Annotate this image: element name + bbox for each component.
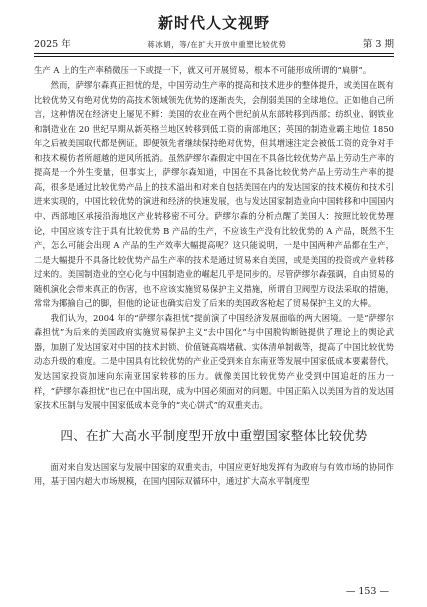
header-rule-thin (34, 56, 394, 57)
paragraph-samuelson-concern: 然而，萨缪尔森真正担忧的是，中国劳动生产率的提高和技术进步的整体提升，或美国在既有比较优势又有绝对优势的高技术领域领先优势的逐渐丧失，会削弱美国的全球地位。正如他自己所言，这种情况在经济史上屡见不鲜：美国的农业在两个世纪前从东部转移到西部；纺织业、钢铁业和制造业在 20 世纪早期从新英格兰地区转移到低工资的南部地区；英国的制造业霸主地位 1850 年之后被美国取代都是例证。即便领先者继续保持绝对优势，但其增速注定会被低工资的竞争对手和技术模仿者所超越的逆风所抵消。虽然萨缪尔森假定中国在不具备比较优势产品上劳动生产率的提高是一个外生变量，但事实上，萨缪尔森知道，中国在不具备比较优势产品上劳动生产率的提高，很多是通过比较优势产品上的技术溢出和对来自包括美国在内的发达国家的技术模仿和技术引进来实现的，中国比较优势的演进和经济的快速发展，也与发达国家制造业向中国转移和中国国内中、西部地区承接沿海地区产业转移密不可分。萨缪尔森的分析点醒了美国人：按照比较优势理论，中国应该专注于具有比较优势 B 产品的生产，不应该生产没有比较优势的 A 产品，既然不生产，怎么可能会出现 A 产品的生产效率大幅提高呢？这只能说明，一是中国两种产品都在生产，二是大幅提升不具备比较优势产品生产率的技术是通过贸易来自美国，或是美国的投资或产业转移过来的。美国制造业的空心化与中国制造业的崛起几乎是同步的。尽管萨缪尔森强调，自由贸易的随机演化会带来真正的伤害，也不应该实施贸易保护主义措施，所谓自卫阀型方设法采取的措施，常常为揶揄自己的脚，但他的论证也确实启发了后来的美国政客枪起了贸易保护主义的大棒。 (34, 80, 394, 309)
page-number: — 153 — (345, 586, 389, 597)
paragraph-section-four-intro: 面对来自发达国家与发展中国家的双重夹击，中国应更好地发挥有为政府与有效市场的协同作用，基于国内超大市场规模，在国内国际双循环中，通过扩大高水平制度型 (34, 461, 394, 487)
journal-title: 新时代人文视野 (157, 14, 270, 32)
author-article-title: 蒋冰娟，等/在扩大开放中重塑比较优势 (147, 40, 287, 49)
paragraph-continued: 生产 A 上的生产率稍微压一下或提一下，就又可开展贸易，根本不可能形成所谓的“扁胼”。 (34, 65, 372, 76)
paragraph-two-dilemmas: 我们认为，2004 年的“萨缪尔森担忧”提前演了中国经济发展面临的两大困境。一是“萨缪尔森担忧”为后来的美国政府实施贸易保护主义“去中国化”与中国脱钩断链提供了理论上的舆论武器，加剧了发达国家对中国的技术封锁、价值链高端堵截、实体清单制裁等，提高了中国比较优势动态升级的难度。二是中国具有比较优势的产业正受到来自东南亚等发展中国家低成本要素替代，发达国家投资加速向东南亚国家转移的压力。就像美国比较优势产业受到中国追赶的压力一样，“萨缪尔森担忧”也已在中国出现，成为中国必须面对的问题。中国正陷入以美国为首的发达国家技术压制与发展中国家低成本竞争的“夹心饼式”的双重夹击。 (34, 312, 394, 411)
running-head (34, 38, 394, 51)
article-body (34, 63, 394, 488)
section-heading: 四、在扩大高水平制度型开放中重塑国家整体比较优势 (60, 427, 368, 443)
publication-year: 2025 年 (34, 39, 71, 50)
issue-number: 第 3 期 (362, 39, 394, 50)
header-rule-thick (34, 53, 394, 54)
